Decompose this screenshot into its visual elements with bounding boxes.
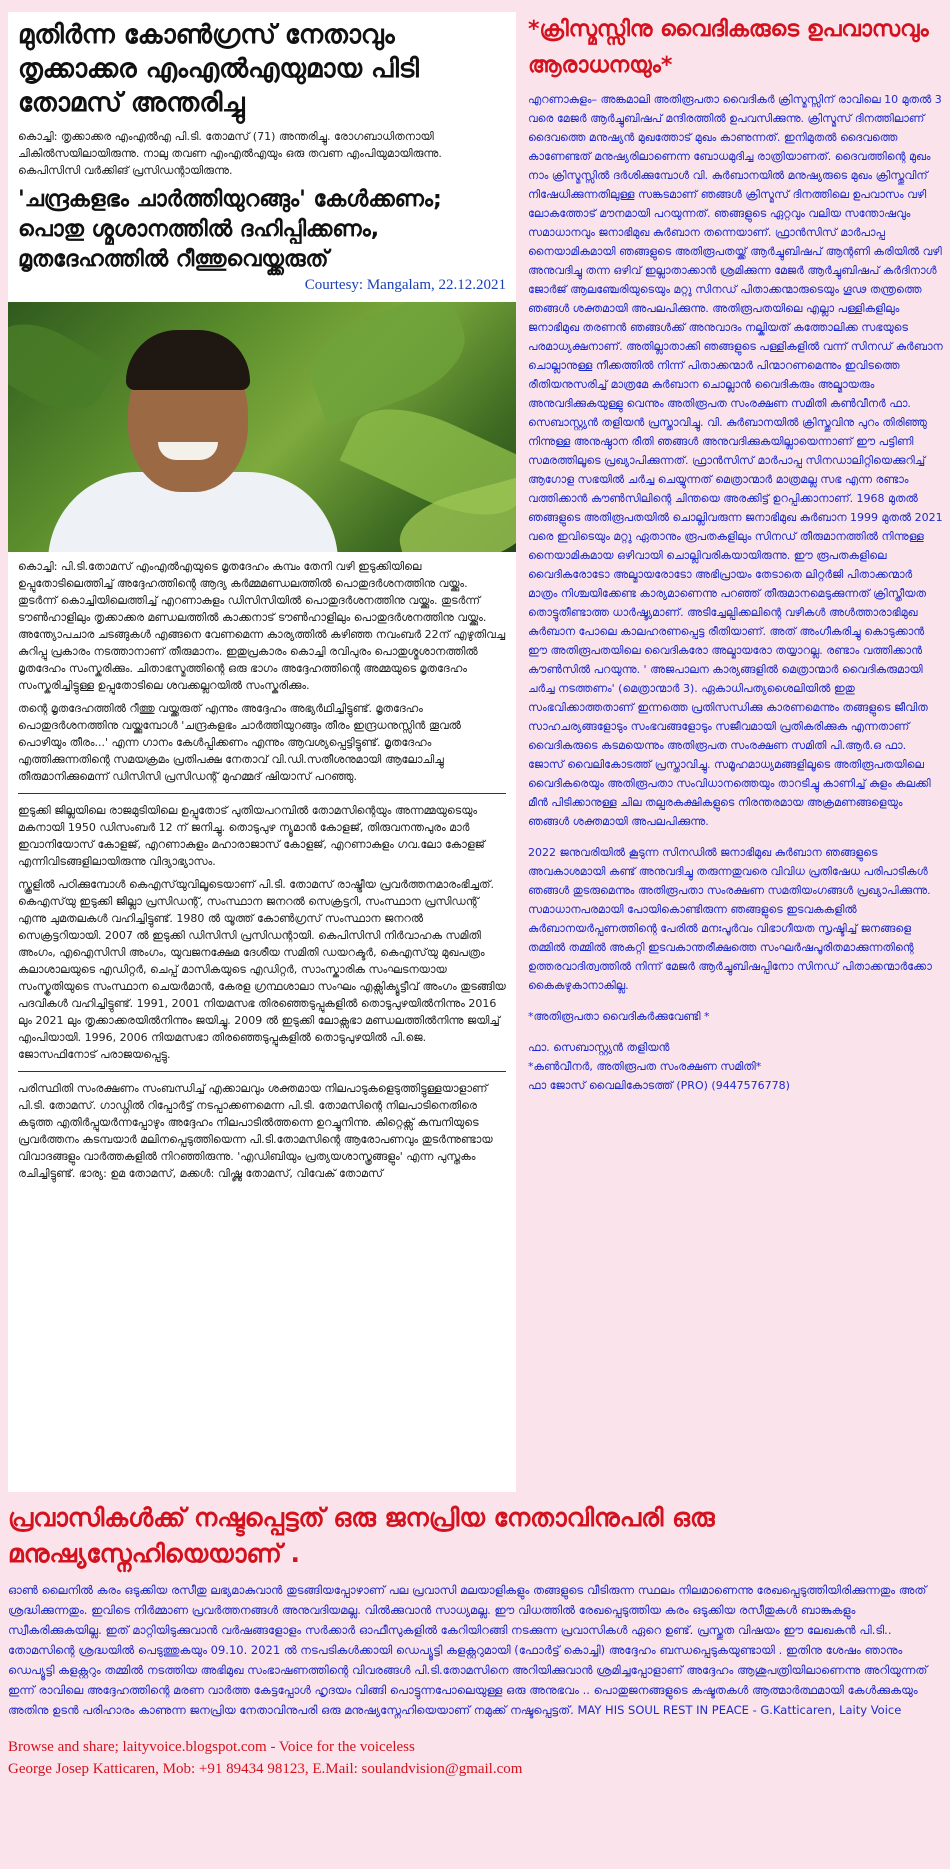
- headline: മുതിർന്ന കോൺഗ്രസ് നേതാവും തൃക്കാക്കര എംഎൽഎയുമായ പിടി തോമസ് അന്തരിച്ചു: [18, 20, 419, 118]
- press-release-title: *ക്രിസ്മസ്സിനു വൈദികരുടെ ഉപവാസവും ആരാധനയും*: [528, 17, 929, 78]
- divider: [18, 793, 506, 794]
- sub-headline: 'ചന്ദ്രകളഭം ചാർത്തിയുറങ്ങും' കേൾക്കണം; പൊതു ശ്മശാനത്തിൽ ദഹിപ്പിക്കണം, മൃതദേഹത്തിൽ റീത്തുവെയ്ക്കരുത്: [18, 187, 442, 272]
- tribute-section: [8, 1500, 942, 1780]
- press-release-body: 2022 ജനുവരിയിൽ കൂടുന്ന സിനഡിൽ ജനാഭിമുഖ കുർബാന ഞങ്ങളുടെ അവകാശമായി കണ്ട് അനുവദിച്ചു തരുന്നതുവരെ വിവിധ പ്രതിഷേധ പരിപാടികൾ ഞങ്ങൾ തുടരുമെന്നും അതിരൂപതാ സംരക്ഷണ സമതിയംഗങ്ങൾ പ്രഖ്യാപിക്കുന്നു. സമാധാനപരമായി പോയികൊണ്ടിരുന്ന ഞങ്ങളുടെ ഇടവകകളിൽ കുർബാനയർപ്പണത്തിന്റെ പേരിൽ മനഃപൂർവം വിഭാഗീയത സൃഷ്ടിച്ച് ജനങ്ങളെ തമ്മിൽ തമ്മിൽ അകറ്റി ഇടവകാന്തരീക്ഷത്തെ സംഘർഷപൂരിതമാക്കുന്നതിന്റെ ഉത്തരവാദിത്വത്തിൽ നിന്ന് മേജർ ആർച്ചുബിഷപ്പിനോ സിനഡ് പിതാക്കന്മാർക്കോ കൈകഴുകാനാകില്ല.: [528, 846, 932, 992]
- tribute-body: ഓൺ ലൈനിൽ കരം ഒടുക്കിയ രസീതു ലഭ്യമാകുവാൻ തുടങ്ങിയപ്പോഴാണ് പല പ്രവാസി മലയാളികളും തങ്ങളുടെ വീടിരുന്ന സ്ഥലം നിലമാണെന്നു രേഖപ്പെടുത്തിയിരിക്കുന്നതും അത് ശ്രദ്ധിക്കുന്നതും. ഇവിടെ നിർമ്മാണ പ്രവർത്തനങ്ങൾ അനുവദിയമല്ല. വിൽക്കുവാൻ സാധ്യമല്ല. ഈ വിധത്തിൽ രേഖപ്പെടുത്തിയ കരം ഒടുക്കിയ രസീതുകൾ ബാങ്കുകളും സ്വീകരിക്കുകയില്ല. ഇത് മാറ്റിയിടുക്കുവാൻ വർഷങ്ങളോളം സർക്കാർ ഓഫീസുകളിൽ കേറിയിറങ്ങി നടക്കുന്ന പ്രവാസികൾ ഏറെ ഉണ്ട്. പ്രസ്തുത വിഷയം ഈ ലേഖകൻ പി.ടി.. തോമസിന്റെ ശ്രദ്ധയിൽ പെടുത്തുകയും 09.10. 2021 ൽ നടപടികൾക്കായി ഡെപ്യൂട്ടി കളക്റ്ററുമായി (ഫോർട്ട് കൊച്ചി) അദ്ദേഹം ബന്ധപ്പെടുകയുണ്ടായി . ഇതിനു ശേഷം ഞാനും ഡെപ്യൂട്ടി കളക്റ്ററും തമ്മിൽ നടത്തിയ അഭിമുഖ സംഭാഷണത്തിന്റെ വിവരങ്ങൾ പി.ടി.തോമസിനെ അറിയിക്കുവാൻ ശ്രമിച്ചപ്പോളാണ് അദ്ദേഹം ആശുപത്രിയിലാണെന്നു അറിയുന്നത് ഇന്ന് രാവിലെ അദ്ദേഹത്തിന്റെ മരണ വാർത്ത കേട്ടപ്പോൾ ഹൃദയം വിങ്ങി പൊട്ടുന്നപോലെയുള്ള ഒരു അനുഭവം .. പൊതുജനങ്ങളുടെ കഷ്ടതകൾ ആത്മാർത്ഥമായി കേൾക്കുകയും അതിനു ഉടൻ പരിഹാരം കാണുന്ന ജനപ്രിയ നേതാവിനുപരി ഒരു മനുഷ്യസ്നേഹിയെയാണ് നമുക്ക് നഷ്ടപ്പെട്ടത്. MAY HIS SOUL REST IN PEACE - G.Katticaren, Laity Voice: [8, 1583, 928, 1717]
- article-paragraph: തന്റെ മൃതദേഹത്തിൽ റീത്തു വയ്ക്കരുത് എന്നും അദ്ദേഹം അഭ്യർഥിച്ചിട്ടുണ്ട്. മൃതദേഹം പൊതുദർശനത്തിനു വയ്ക്കുമ്പോൾ 'ചന്ദ്രകളഭം ചാർത്തിയുറങ്ങും തീരം ഇന്ദ്രധനുസ്സിൻ തൂവൽ പൊഴിയും തീരം...' എന്ന ഗാനം കേൾപ്പിക്കണം എന്നും ആവശ്യപ്പെട്ടിട്ടുണ്ട്. മൃതദേഹം എത്തിക്കുന്നതിന്റെ സമയക്രമം പ്രതിപക്ഷ നേതാവ് വി.ഡി.സതീശനുമായി ആലോചിച്ചു തീരുമാനിക്കുമെന്ന് ഡിസിസി പ്രസിഡന്റ് മുഹമ്മദ് ഷിയാസ് പറഞ്ഞു.: [18, 702, 461, 783]
- news-clipping: [8, 12, 516, 1492]
- signature-pro: ഫാ ജോസ് വൈലികോടത്ത് (PRO) (9447576778): [528, 1079, 790, 1092]
- footer-contact-line: George Josep Katticaren, Mob: +91 89434 98123, E.Mail: soulandvision@gmail.com: [8, 1761, 523, 1777]
- article-paragraph: ഇടുക്കി ജില്ലയിലെ രാജമുടിയിലെ ഉപ്പുതോട് പുതിയപറമ്പിൽ തോമസിന്റെയും അന്നമ്മയുടെയും മകനായി 1950 ഡിസംബർ 12 ന് ജനിച്ചു. തൊടുപുഴ ന്യൂമാൻ കോളജ്, തിരുവനന്തപുരം മാർ ഇവാനിയോസ് കോളജ്, എറണാകുളം മഹാരാജാസ് കോളജ്, എറണാകുളം ഗവ.ലോ കോളജ് എന്നിവിടങ്ങളിലായിരുന്നു വിദ്യാഭ്യാസം.: [18, 804, 485, 868]
- press-release-closing: *അതിരൂപതാ വൈദികർക്കുവേണ്ടി *: [528, 1010, 710, 1023]
- portrait-photo: [8, 302, 516, 552]
- press-release-body: എറണാകുളം– അങ്കമാലി അതിരൂപതാ വൈദികർ ക്രിസ്മസ്സിന് രാവിലെ 10 മുതൽ 3 വരെ മേജർ ആർച്ചുബിഷപ് മന്ദിരത്തിൽ ഉപവസിക്കുന്നു. ക്രിസ്മസ് ദിനത്തിലാണ് ദൈവത്തെ മനുഷ്യൻ മുഖത്തോട് മുഖം കാണുന്നത്. ഇനിമുതൽ ദൈവത്തെ കാണേണ്ടത് മനുഷ്യരിലാണെന്ന ബോധമുദിച്ച രാത്രിയാണത്. ദൈവത്തിന്റെ മുഖം നാം ക്രിസ്മസ്സിൽ ദർശിക്കുമ്പോൾ വി. കുർബാനയിൽ മനുഷ്യരുടെ മുഖം ക്രിസ്തുവിന് നിഷേധിക്കുന്നതിലുള്ള സങ്കടമാണ് ഞങ്ങൾ ക്രിസ്മസ് ദിനത്തിലെ ഉപവാസം വഴി ലോകത്തോട് മൗനമായി പറയുന്നത്. ഞങ്ങളുടെ ഏറ്റവും വലിയ സന്തോഷവും സമാധാനവും ജനാഭിമുഖ കുർബാന തന്നെയാണ്. ഫ്രാൻസിസ് മാർപാപ്പ നൈയാമികമായി ഞങ്ങളുടെ അതിരൂപതയ്ക്ക് ആർച്ചുബിഷപ് ആന്റണി കരിയിൽ വഴി അനുവദിച്ചു തന്ന ഒഴിവ് ഇല്ലാതാക്കാൻ ശ്രമിക്കുന്ന മേജർ ആർച്ചുബിഷപ് കർദിനാൾ ജോർജ് ആലഞ്ചേരിയുടെയും മറ്റു സിനഡ് പിതാക്കന്മാരുടെയും ഗൂഢ തന്ത്രത്തെ ഞങ്ങൾ ശക്തമായി അപലപിക്കുന്നു. അതിരൂപതയിലെ എല്ലാ പള്ളികളിലും ജനാഭിമുഖ തരണൻ ഞങ്ങൾക്ക് അനുവാദം നല്കിയത് കത്തോലിക്ക സഭയുടെ പരമാധ്യക്ഷനാണ്. അതില്ലാതാക്കി ഞങ്ങളുടെ പള്ളികളിൽ വന്ന് സിനഡ് കുർബാന ചൊല്ലാനുള്ള നീക്കത്തിൽ നിന്ന് പിതാക്കന്മാർ പിന്മാറണമെന്നും ഇവിടത്തെ രീതിയനുസരിച്ച് മാത്രമേ കുർബാന ചൊല്ലാൻ വൈദികരും അല്മായരും അനുവദിക്കുകയുള്ളു വെന്നും അതിരൂപത സംരക്ഷണ സമിതി കൺവീനർ ഫാ. സെബാസ്റ്റ്യൻ തളിയൻ പ്രസ്താവിച്ചു. വി. കുർബാനയിൽ ക്രിസ്തുവിനു പുറം തിരിഞ്ഞു നിന്നുള്ള അനുഷ്ഠാന രീതി ഞങ്ങൾ അനുവദിക്കുകയില്ലായെന്നാണ് ഈ പട്ടിണി സമരത്തിലൂടെ പ്രഖ്യാപിക്കുന്നത്. ഫ്രാൻസിസ് മാർപാപ്പ സിനഡാലിറ്റിയെക്കുറിച്ച് ആഗോള സഭയിൽ ചർച്ച ചെയ്യുന്നത് മെത്രാന്മാർ മാത്രമല്ല സഭ എന്ന രണ്ടാം വത്തിക്കാൻ കൗൺസിലിന്റെ ചിന്തയെ അരക്കിട്ട് ഉറപ്പിക്കാനാണ്. 1968 മുതൽ ഞങ്ങളുടെ അതിരൂപതയിൽ ചൊല്ലിവരുന്ന ജനാഭിമുഖ കുർബാന 1999 മുതൽ 2021 വരെ ഇവിടെയും മറ്റു ഏതാനും രൂപതകളിലും സിനഡ് തീരുമാനത്തിൽ നിന്നുള്ള നൈയാമികമായ ഒഴിവായി ചൊല്ലിവരികയായിരുന്നു. ഈ രൂപതകളിലെ വൈദികരോടോ അല്മായരോടോ അഭിപ്രായം തേടാതെ ലിറ്റർജി പിതാക്കന്മാർ മാത്രം നിശ്ചയിക്കേണ്ട കാര്യമാണെന്നു പറഞ്ഞ് തീരുമാനമെടുക്കുന്നത് ക്രിസ്തീയത തൊട്ടുതീണ്ടാത്ത ധാർഷ്ട്യമാണ്. അടിച്ചേല്പിക്കലിന്റെ വഴികൾ അൾത്താരാഭിമുഖ കുർബാന പോലെ കാലഹരണപ്പെട്ട രീതിയാണ്. അത് അംഗീകരിച്ചു കൊടുക്കാൻ ഈ അതിരൂപതയിലെ വൈദികരോ അല്മായരോ തയ്യാറല്ല. രണ്ടാം വത്തിക്കാൻ കൗൺസിൽ പറയുന്നു. ' അജപാലന കാര്യങ്ങളിൽ മെത്രാന്മാർ വൈദികരുമായി ചർച്ച നടത്തണം' (മെത്രാന്മാർ 3). ഏകാധിപത്യശൈലിയിൽ ഇതു സംഭവിക്കാത്തതാണ് ഇന്നത്തെ പ്രതിസന്ധിക്കു കാരണമെന്നും തങ്ങളുടെ ജീവിത സാഹചര്യങ്ങളോടും സംഭവങ്ങളോടും സജീവമായി പ്രതികരിക്കുക എന്നതാണ് വൈദികരുടെ കടമയെന്നും അതിരൂപത സംരക്ഷണ സമിതി പി.ആർ.ഒ ഫാ. ജോസ് വൈലികോടത്ത് പ്രസ്താവിച്ചു. സമൂഹമാധ്യമങ്ങളിലൂടെ അതിരൂപതയിലെ വൈദികരെയും അതിരൂപതാ സംവിധാനത്തെയും താറടിച്ചു കാണിച്ച് കുളം കലക്കി മീൻ പിടിക്കാനുള്ള ചില തല്പരകക്ഷികളുടെ നിരന്തരമായ അക്രമണങ്ങളെയും ഞങ്ങൾ ശക്തമായി അപലപിക്കുന്നു.: [528, 93, 943, 828]
- article-paragraph: സ്കൂളിൽ പഠിക്കുമ്പോൾ കെഎസ്‌യുവിലൂടെയാണ് പി.ടി. തോമസ് രാഷ്ട്രീയ പ്രവർത്തനമാരംഭിച്ചത്. കെഎസ്‌യു ഇടുക്കി ജില്ലാ പ്രസിഡന്റ്, സംസ്ഥാന ജനറൽ സെക്രട്ടറി, സംസ്ഥാന പ്രസിഡന്റ് എന്നു ചുമതലകൾ വഹിച്ചിട്ടുണ്ട്. 1980 ൽ യൂത്ത് കോൺഗ്രസ് സംസ്ഥാന ജനറൽ സെക്രട്ടറിയായി. 2007 ൽ ഇടുക്കി ഡിസിസി പ്രസിഡന്റായി. കെപിസിസി നിർവാഹക സമിതി അംഗം, എഐസിസി അംഗം, യുവജനക്ഷേമ ദേശീയ സമിതി ഡയറക്ടർ, കെഎസ്‌യു മുഖപത്രം കലാശാലയുടെ എഡിറ്റർ, ചെപ്പ് മാസികയുടെ എഡിറ്റർ, സാംസ്കാരിക സംഘടനയായ സംസ്കൃതിയുടെ സംസ്ഥാന ചെയർമാൻ, കേരള ഗ്രന്ഥശാലാ സംഘം എക്സിക്യൂട്ടീവ് അംഗം തുടങ്ങിയ പദവികൾ വഹിച്ചിട്ടുണ്ട്. 1991, 2001 നിയമസഭ തിരഞ്ഞെടുപ്പുകളിൽ തൊടുപുഴയിൽനിന്നും 2016 ലും 2021 ലും തൃക്കാക്കരയിൽനിന്നും ജയിച്ചു. 2009 ൽ ഇടുക്കി ലോക്സഭാ മണ്ഡലത്തിൽനിന്നു ജയിച്ച് എംപിയായി. 1996, 2006 നിയമസഭാ തിരഞ്ഞെടുപ്പുകളിൽ തൊടുപുഴയിൽ പി.ജെ. ജോസഫിനോട് പരാജയപ്പെട്ടു.: [18, 878, 506, 1061]
- signature-role: *കൺവീനർ, അതിരൂപത സംരക്ഷണ സമിതി*: [528, 1060, 762, 1073]
- footer-blog-line: Browse and share; laityvoice.blogspot.com - Voice for the voiceless: [8, 1739, 415, 1755]
- article-paragraph: കൊച്ചി: പി.ടി.തോമസ് എംഎൽഎയുടെ മൃതദേഹം കമ്പം തേനി വഴി ഇടുക്കിയിലെ ഉപ്പുതോടിലെത്തിച്ച് അദ്ദേഹത്തിന്റെ ആദ്യ കർമ്മമണ്ഡലത്തിൽ പൊതുദർശനത്തിനു വയ്ക്കും. തുടർന്ന് കൊച്ചിയിലെത്തിച്ച് എറണാകുളം ഡിസിസിയിൽ പൊതുദർശനത്തിനു വയ്ക്കും. തുടർന്ന് ടൗൺഹാളിലും തൃക്കാക്കര മണ്ഡലത്തിൽ കാക്കനാട് ടൗൺഹാളിലും പൊതുദർശനത്തിനു വയ്ക്കും. അന്ത്യോപചാര ചടങ്ങുകൾ എങ്ങനെ വേണമെന്ന കാര്യത്തിൽ കഴിഞ്ഞ നവംബർ 22ന് എഴുതിവച്ച കുറിപ്പു പ്രകാരം നടത്താനാണ് തീരുമാനം. ഇതുപ്രകാരം കൊച്ചി രവിപുരം പൊതുശ്മശാനത്തിൽ മൃതദേഹം സംസ്കരിക്കും. ചിതാഭസ്മത്തിന്റെ ഒരു ഭാഗം അദ്ദേഹത്തിന്റെ അമ്മയുടെ മൃതദേഹം സംസ്കരിച്ചിട്ടുള്ള ഉപ്പുതോടിലെ ശവക്കല്ലറയിൽ സംസ്കരിക്കും.: [18, 560, 506, 692]
- lead-paragraph: കൊച്ചി: തൃക്കാക്കര എംഎൽഎ പി.ടി. തോമസ് (71) അന്തരിച്ചു. രോഗബാധിതനായി ചികിൽസയിലായിരുന്നു. നാലു തവണ എംഎൽഎയും ഒരു തവണ എംപിയുമായിരുന്നു. കെപിസിസി വർക്കിങ് പ്രസിഡന്റായിരുന്നു.: [18, 130, 442, 177]
- courtesy-line: Courtesy: Mangalam, 22.12.2021: [304, 277, 506, 293]
- divider: [18, 1071, 506, 1072]
- press-release: [528, 12, 944, 1492]
- signature-name: ഫാ. സെബാസ്റ്റ്യൻ തളിയൻ: [528, 1041, 670, 1054]
- tribute-title: പ്രവാസികൾക്ക് നഷ്ടപ്പെട്ടത് ഒരു ജനപ്രിയ നേതാവിനുപരി ഒരു മനുഷ്യസ്നേഹിയെയാണ് .: [8, 1503, 715, 1568]
- article-paragraph: പരിസ്ഥിതി സംരക്ഷണം സംബന്ധിച്ച് എക്കാലവും ശക്തമായ നിലപാടുകളെടുത്തിട്ടുള്ളയാളാണ് പി.ടി. തോമസ്. ഗാഡ്ഗിൽ റിപ്പോർട്ട് നടപ്പാക്കണമെന്ന പി.ടി. തോമസിന്റെ നിലപാടിനെതിരെ കടുത്ത എതിർപ്പുയർന്നപ്പോഴും അദ്ദേഹം നിലപാടിൽത്തന്നെ ഉറച്ചുനിന്നു. കിറ്റെക്സ് കമ്പനിയുടെ പ്രവർത്തനം കടമ്പയാർ മലിനപ്പെടുത്തിയെന്ന പി.ടി.തോമസിന്റെ ആരോപണവും തുടർന്നുണ്ടായ വിവാദങ്ങളും വാർത്തകളിൽ നിറഞ്ഞിരുന്നു. 'എഡിബിയും പ്രത്യയശാസ്ത്രങ്ങളും' എന്ന പുസ്തകം രചിച്ചിട്ടുണ്ട്. ഭാര്യ: ഉമ തോമസ്, മക്കൾ: വിഷ്ണു തോമസ്, വിവേക് തോമസ്: [18, 1082, 493, 1180]
